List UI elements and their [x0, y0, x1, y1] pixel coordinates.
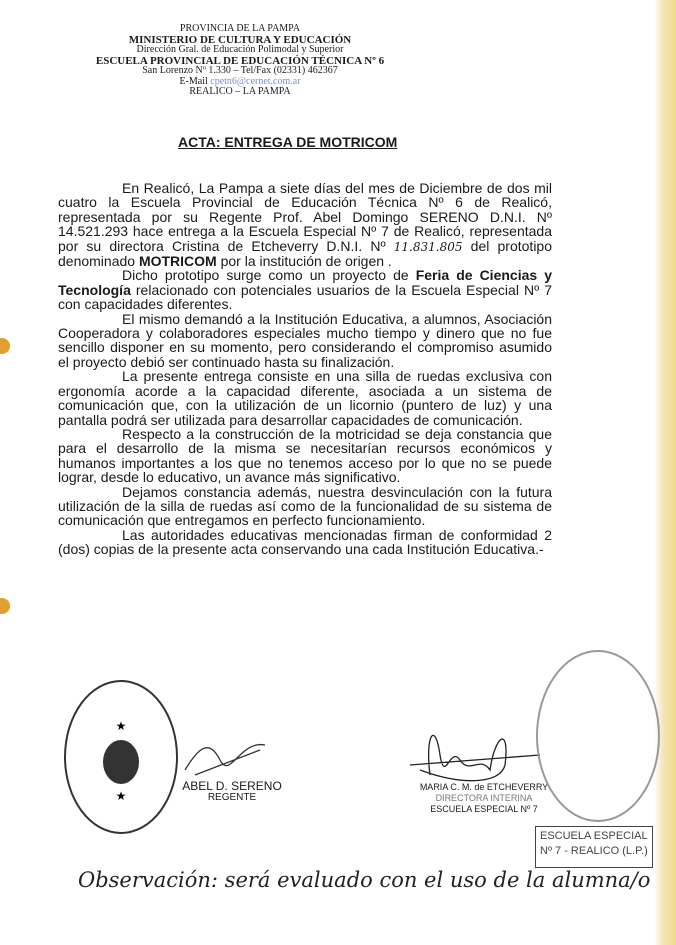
handwritten-dni: 11.831.805: [393, 239, 463, 254]
text: En Realicó, La Pampa a siete días del mes de Diciembre de dos mil cuatro la Escuela Provincial de Educación Técnica Nº 6 de Realicó, representada por su Regente Prof. Abel Domingo SERENO D.N.I. Nº 14.521.293 hace entrega a la Escuela Especial Nº 7 de Realicó, representada por su directora Cristina de Etcheverry D.N.I. Nº: [58, 180, 552, 254]
mail-label: E-Mail: [179, 75, 208, 87]
box-stamp: [535, 826, 653, 868]
text: Dicho prototipo surge como un proyecto de: [122, 267, 416, 284]
stamp-left-seal: [64, 680, 178, 834]
text: del prototipo denominado: [58, 237, 553, 270]
letterhead-school: ESCUELA PROVINCIAL DE EDUCACIÓN TÉCNICA Nº 6: [95, 54, 385, 67]
box-stamp-line: Nº 7 - REALICO (L.P.): [540, 845, 648, 857]
bold-text: MOTRICOM: [138, 253, 217, 270]
document-body: [58, 181, 552, 557]
signature-left-icon: [180, 735, 270, 780]
signer-role: DIRECTORA INTERINA: [435, 793, 533, 803]
paragraph: [58, 181, 552, 268]
letterhead-city: REALICO – LA PAMPA: [189, 86, 291, 97]
letterhead-province: PROVINCIA DE LA PAMPA: [179, 23, 301, 34]
svg-text:★: ★: [115, 719, 127, 733]
paragraph: La presente entrega consiste en una silla de ruedas exclusiva con ergonomía acorde a la capacidad diferente, asociada a un sistema de comunicación que, con la utilización de un licornio (puntero de luz) y una pantalla podrá ser utilizada para desarrollar capacidades de comunicación.: [58, 368, 552, 428]
signature-right: [404, 782, 564, 815]
document-title: ACTA: ENTREGA DE MOTRICOM: [178, 134, 398, 150]
paragraph: Respecto a la construcción de la motricidad se deja constancia que para el desarrollo de la misma se necesitarían recursos económicos y humanos importantes a los que no tenemos acceso por lo que no se puede lograr, desde lo educativo, un avance más significativo.: [58, 425, 552, 486]
signer-name: ABEL D. SERENO: [182, 779, 282, 793]
text: relacionado con potenciales usuarios de la Escuela Especial Nº 7 con capacidades diferentes.: [58, 281, 552, 313]
signer-name: MARIA C. M. de ETCHEVERRY: [419, 782, 549, 792]
punch-hole: [0, 598, 10, 614]
mail-link[interactable]: cpetn6@cernet.com.ar: [210, 75, 301, 87]
text: por la institución de origen .: [216, 253, 392, 270]
bold-text: Feria de Ciencias y Tecnología: [58, 267, 552, 298]
signature-left: [172, 780, 292, 804]
paragraph: El mismo demandó a la Institución Educativa, a alumnos, Asociación Cooperadora y colaboradores especiales mucho tiempo y dinero que no fue sencillo disponer en su momento, pero considerando el compromiso asumido el proyecto debió ser continuado hasta su finalización.: [58, 310, 552, 370]
letterhead: [60, 24, 420, 98]
letterhead-direction: Dirección Gral. de Educación Polimodal y Superior: [136, 44, 344, 55]
letterhead-address: San Lorenzo Nº 1.330 – Tel/Fax (02331) 462367: [142, 65, 338, 76]
paper-edge: [654, 0, 676, 945]
signer-school: ESCUELA ESPECIAL Nº 7: [430, 804, 538, 814]
coat-of-arms-icon: [66, 682, 176, 832]
signer-role: REGENTE: [207, 792, 257, 803]
letterhead-ministry: MINISTERIO DE CULTURA Y EDUCACIÓN: [128, 33, 352, 46]
box-stamp-line: ESCUELA ESPECIAL: [540, 830, 648, 842]
punch-hole: [0, 338, 10, 354]
paragraph: Las autoridades educativas mencionadas firman de conformidad 2 (dos) copias de la presente acta conservando una cada Institución Educativa.-: [58, 526, 552, 558]
svg-text:★: ★: [115, 789, 127, 803]
paragraph: Dejamos constancia además, nuestra desvinculación con la futura utilización de la silla de ruedas así como de la funcionalidad de su sistema de comunicación que entregamos en perfecto funcionamiento.: [58, 483, 552, 529]
signature-right-icon: [400, 715, 550, 790]
handwritten-observation: Observación: será evaluado con el uso de la alumna/o: [78, 868, 651, 892]
paragraph: [58, 268, 552, 311]
stamp-right-seal: [536, 650, 660, 822]
